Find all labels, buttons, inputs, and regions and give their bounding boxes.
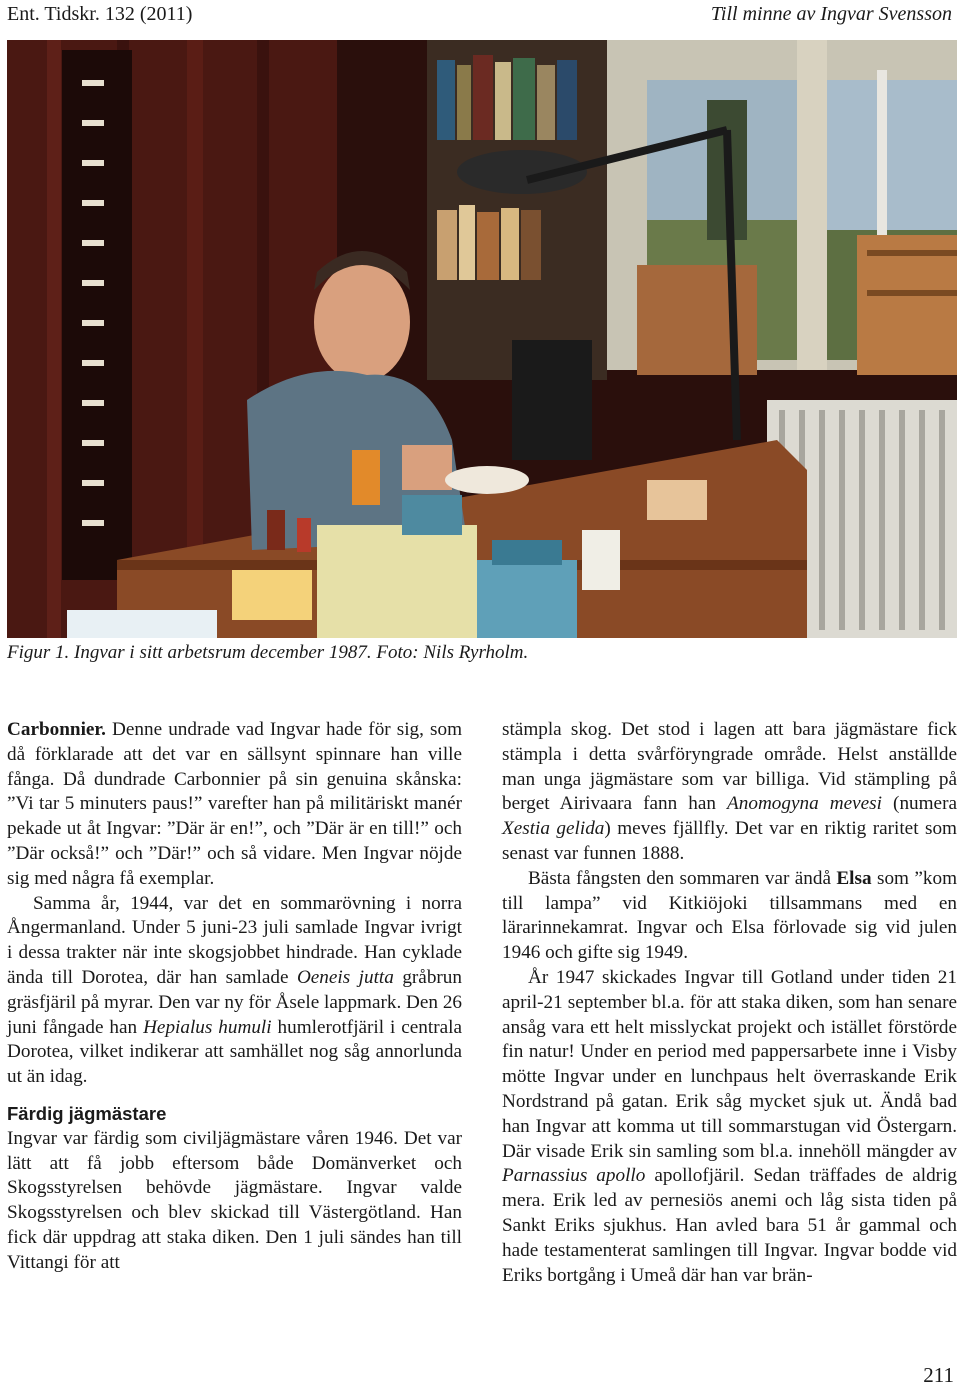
section-heading: Färdig jägmästare <box>7 1102 167 1124</box>
paragraph <box>502 718 957 867</box>
species-name: Parnassius apollo <box>502 1165 646 1187</box>
text-run: humlerotfjäril i centrala Dorotea, vilket indikerar att samhället nog såg annorlunda ut än idag. <box>7 1016 462 1088</box>
bold-name: Elsa <box>836 867 872 889</box>
running-header-journal: Ent. Tidskr. 132 (2011) <box>7 3 193 25</box>
paragraph <box>7 718 462 892</box>
text-run: År 1947 skickades Ingvar till Gotland under tiden 21 april-21 september bl.a. för att staka diken, som han senare ansåg vara ett helt misslyckat projekt och istället förstörde fin natur! Under en period med pappersarbete inne i Visby mötte Ingvar under en lunchpaus helt överraskande Erik Nordstrand på gatan. Erik såg mycket sjuk ut. Ändå bad han Ingvar att komma ut till sommarstugan vid Östergarn. Där visade Erik sin samling som bl.a. innehöll mängder av <box>502 966 957 1162</box>
species-name: Xestia gelida <box>502 818 605 840</box>
text-run: Samma år, 1944, var det en sommarövning i norra Ångermanland. Under 5 juni-23 juli samlade Ingvar ivrigt i dessa trakter när inte skogsjobbet hindrade. Han cyklade ända till Dorotea, där han samlade <box>7 892 462 988</box>
bold-name: Carbonnier. <box>7 719 106 740</box>
left-column <box>7 718 462 1276</box>
species-name: Hepialus humuli <box>143 1016 272 1038</box>
page-number: 211 <box>923 1363 954 1387</box>
right-column <box>502 718 957 1288</box>
paragraph <box>502 867 957 966</box>
running-header-title: Till minne av Ingvar Svensson <box>710 3 952 25</box>
text-run: ) meves fjällfly. Det var en riktig raritet som senast var funnen 1888. <box>502 818 957 864</box>
text-run: apollofjäril. Sedan träffades de aldrig mera. Erik led av pernesiös anemi och låg sista tiden på Sankt Eriks sjukhus. Han avled bara 51 år gammal och hade testamenterat samlingen till Ingvar. Ingvar bodde vid Eriks bortgång i Umeå där han var brän- <box>502 1165 957 1286</box>
text-run: Bästa fångsten den sommaren var ändå <box>528 867 837 889</box>
text-run: (numera <box>881 793 957 815</box>
paragraph <box>502 966 957 1288</box>
text-run: stämpla skog. Det stod i lagen att bara jägmästare fick stämpla i detta svårföryngrade område. Helst anställde man unga jägmästare som var billiga. Vid stämpling på berget Airivaara fann han <box>502 719 957 815</box>
text-run: som ”kom till lampa” vid Kitkiöjoki tillsammans med en lärarinnekamrat. Ingvar och Elsa förlovade sig vid julen 1946 och gifte sig 1949. <box>502 867 957 964</box>
figure-caption: Figur 1. Ingvar i sitt arbetsrum december 1987. Foto: Nils Ryrholm. <box>7 642 529 663</box>
paragraph <box>7 892 462 1090</box>
figure-photo <box>7 40 957 638</box>
text-run: Denne undrade vad Ingvar hade för sig, som då förklarade att det var en sällsynt spinnare han ville fånga. Då dundrade Carbonnier på sin genuina skånska: ”Vi tar 5 minuters paus!” varefter han på militäriskt manér pekade ut åt Ingvar: ”Där är en!”, och ”Där är en till!” och ”Där också!” och ”Där!” och så vidare. Men Ingvar nöjde sig med några få exemplar. <box>7 719 462 889</box>
paragraph: Ingvar var färdig som civiljägmästare våren 1946. Det var lätt att få jobb eftersom både Domänverket och Skogsstyrelsen behövde jägmästare. Ingvar valde Skogsstyrelsen och blev skickad till Västergötland. Han fick där uppdrag att staka diken. Den 1 juli sändes han till Vittangi för att <box>7 1127 462 1273</box>
photo-illustration <box>7 40 957 638</box>
text-run: gråbrun gräsfjäril på myrar. Den var ny för Åsele lappmark. Den 26 juni fångade han <box>7 966 463 1038</box>
species-name: Anomogyna mevesi <box>727 793 882 815</box>
species-name: Oeneis jutta <box>296 966 394 988</box>
